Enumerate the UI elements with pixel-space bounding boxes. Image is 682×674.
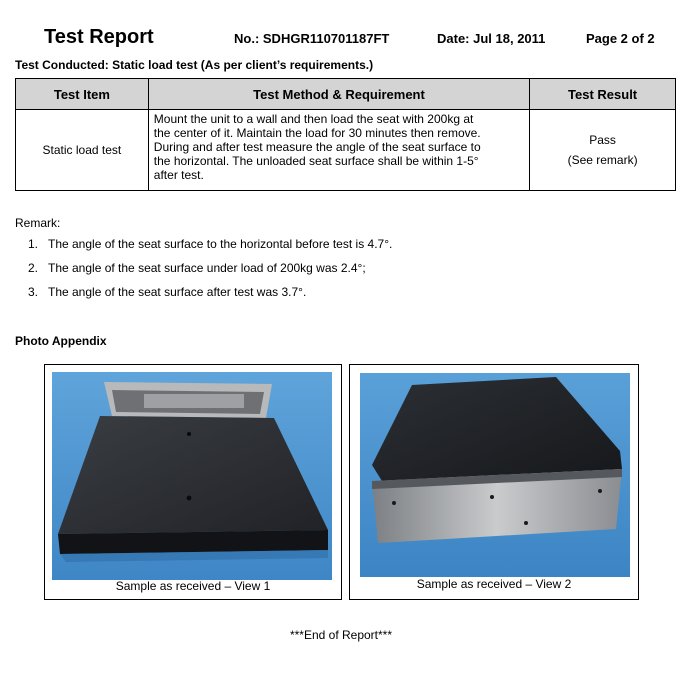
cell-test-method	[148, 110, 529, 191]
header-test-result: Test Result	[530, 79, 676, 110]
photo-appendix-heading: Photo Appendix	[15, 334, 107, 348]
method-line: the center of it. Maintain the load for 30 minutes then remove.	[153, 126, 481, 140]
test-table	[15, 78, 676, 191]
photo-caption-1: Sample as received – View 1	[115, 579, 271, 593]
report-number: No.: SDHGR110701187FT	[234, 31, 390, 46]
remark-number: 2.	[27, 261, 38, 275]
remark-text: The angle of the seat surface after test was 3.7°.	[48, 285, 307, 299]
result-value: Pass	[589, 133, 616, 147]
photo-frame-2	[349, 364, 639, 600]
list-item	[27, 261, 392, 285]
test-conducted: Test Conducted: Static load test (As per client’s requirements.)	[15, 58, 374, 72]
remark-heading: Remark:	[15, 216, 61, 230]
table-row	[16, 110, 676, 191]
method-line: the horizontal. The unloaded seat surface shall be within 1-5°	[153, 154, 479, 168]
header-test-item: Test Item	[16, 79, 149, 110]
cell-test-item: Static load test	[16, 110, 149, 191]
photo-frame-1	[44, 364, 342, 600]
page-number: Page 2 of 2	[586, 31, 655, 46]
list-item	[27, 237, 393, 261]
report-title: Test Report	[44, 26, 154, 48]
remark-list	[27, 237, 393, 309]
end-of-report: ***End of Report***	[289, 628, 393, 642]
remark-text: The angle of the seat surface to the horizontal before test is 4.7°.	[48, 237, 393, 251]
list-item	[27, 285, 392, 309]
method-line: after test.	[153, 168, 204, 182]
cell-test-result	[530, 110, 676, 191]
remark-number: 1.	[27, 237, 38, 251]
sample-photo-view-1	[52, 372, 332, 580]
remark-number: 3.	[27, 285, 38, 299]
result-note: (See remark)	[567, 153, 638, 167]
header-test-method: Test Method & Requirement	[148, 79, 529, 110]
sample-photo-view-2	[360, 373, 630, 577]
remark-text: The angle of the seat surface under load of 200kg was 2.4°;	[48, 261, 366, 275]
method-line: During and after test measure the angle of the seat surface to	[153, 140, 481, 154]
table-header-row	[16, 79, 676, 110]
method-line: Mount the unit to a wall and then load the seat with 200kg at	[153, 112, 474, 126]
report-date: Date: Jul 18, 2011	[437, 31, 546, 46]
photo-caption-2: Sample as received – View 2	[416, 577, 572, 591]
